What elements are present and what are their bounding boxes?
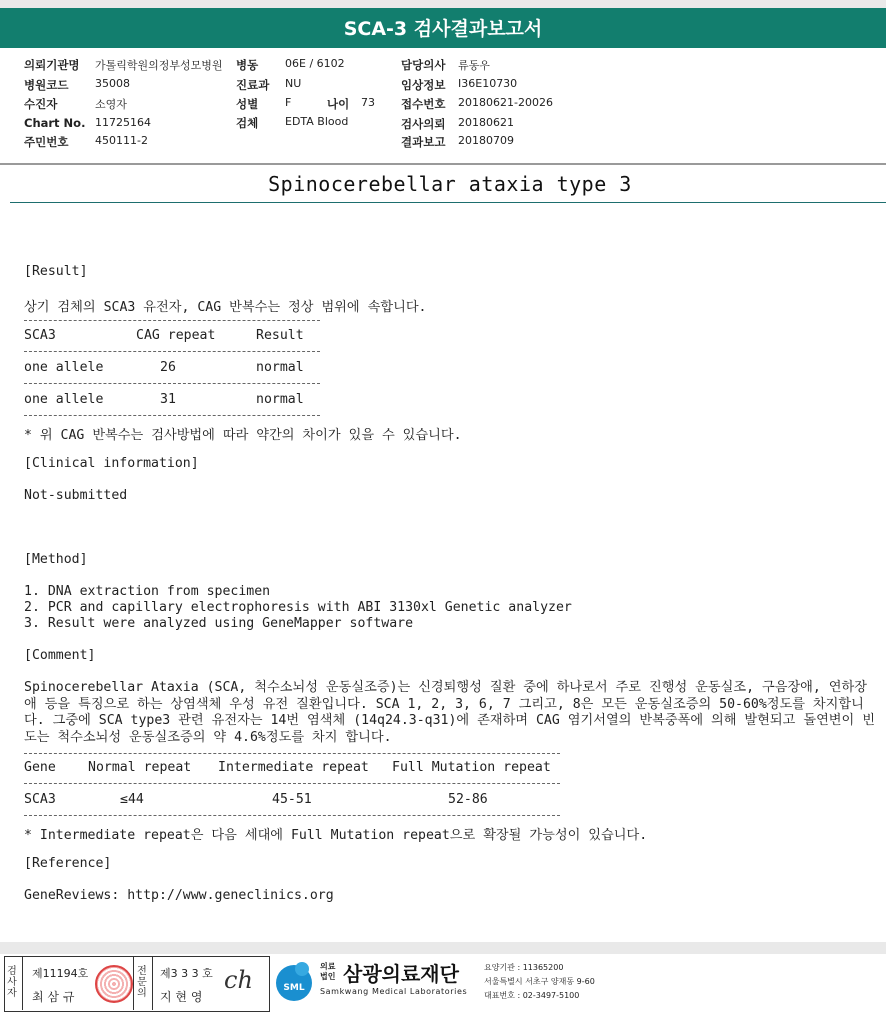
org-small-label (320, 962, 335, 982)
org-name: 삼광의료재단 (343, 962, 459, 986)
id-value: 450111-2 (95, 134, 148, 147)
specialist-name: 지 현 영 (160, 990, 203, 1004)
vertical-char: 검 (7, 966, 17, 977)
org-small-line: 법인 (320, 972, 336, 981)
inspector-vertical-label (6, 966, 18, 999)
ward-label: 병동 (236, 58, 259, 72)
org-small-line: 의료 (320, 962, 336, 971)
result-col-cag: CAG repeat (136, 328, 216, 343)
doctor-value: 류동우 (458, 59, 490, 72)
repeat-col-full: Full Mutation repeat (392, 760, 551, 775)
document-title: Spinocerebellar ataxia type 3 (268, 172, 632, 196)
specialist-license: 제3 3 3 호 (160, 967, 213, 980)
age-value: 73 (361, 96, 375, 109)
reference-text: GeneReviews: http://www.geneclinics.org (24, 888, 334, 903)
patient-value: 소영자 (95, 98, 127, 111)
allele-label: one allele (24, 360, 104, 375)
sml-logo-icon (272, 959, 316, 1003)
comment-heading: [Comment] (24, 648, 96, 663)
vertical-char: 자 (7, 988, 17, 999)
clinical-info-value: I36E10730 (458, 77, 518, 90)
table-divider (24, 753, 560, 754)
method-item: 1. DNA extraction from specimen (24, 584, 271, 599)
report-date-value: 20180709 (458, 134, 514, 147)
repeat-col-intermediate: Intermediate repeat (218, 760, 369, 775)
request-label: 검사의뢰 (401, 117, 446, 131)
org-english: Samkwang Medical Laboratories (320, 987, 468, 996)
method-item: 3. Result were analyzed using GeneMapper software (24, 616, 414, 631)
clinical-heading: [Clinical information] (24, 456, 199, 471)
hospital-code-label: 병원코드 (24, 78, 69, 92)
vertical-char: 사 (7, 977, 17, 988)
patient-label: 수진자 (24, 97, 58, 111)
repeat-full: 52-86 (448, 792, 488, 807)
phone: 대표번호 : 02-3497-5100 (484, 991, 580, 1000)
method-heading: [Method] (24, 552, 88, 567)
logo-text: SML (283, 983, 305, 993)
institution-value: 가톨릭학원의정부성모병원 (95, 59, 223, 72)
clinical-info-label: 임상정보 (401, 78, 446, 92)
sex-label: 성별 (236, 97, 259, 111)
ward-value: 06E / 6102 (285, 57, 345, 70)
table-divider (24, 415, 320, 416)
result-value: normal (256, 360, 304, 375)
department-value: NU (285, 77, 302, 90)
patient-info-block (0, 52, 886, 162)
repeat-gene: SCA3 (24, 792, 56, 807)
cag-repeat-value: 31 (160, 392, 176, 407)
request-value: 20180621 (458, 116, 514, 129)
vertical-char: 전 (137, 966, 147, 977)
chart-value: 11725164 (95, 116, 151, 129)
cag-repeat-value: 26 (160, 360, 176, 375)
specialist-signature: ch (224, 966, 253, 994)
hospital-code-value: 35008 (95, 77, 130, 90)
allele-label: one allele (24, 392, 104, 407)
table-divider (24, 783, 560, 784)
inspector-seal (95, 965, 133, 1003)
title-divider (10, 202, 886, 203)
specimen-label: 검체 (236, 116, 259, 130)
method-item: 2. PCR and capillary electrophoresis with ABI 3130xl Genetic analyzer (24, 600, 572, 615)
sex-value: F (285, 96, 292, 109)
doctor-label: 담당의사 (401, 58, 446, 72)
result-summary: 상기 검체의 SCA3 유전자, CAG 반복수는 정상 범위에 속합니다. (24, 300, 427, 315)
table-divider (24, 320, 320, 321)
specialist-vertical-label (136, 966, 148, 999)
vertical-char: 문 (137, 977, 147, 988)
result-value: normal (256, 392, 304, 407)
department-label: 진료과 (236, 78, 270, 92)
comment-note: * Intermediate repeat은 다음 세대에 Full Mutation repeat으로 확장될 가능성이 있습니다. (24, 828, 648, 843)
reception-value: 20180621-20026 (458, 96, 553, 109)
result-heading: [Result] (24, 264, 88, 279)
report-date-label: 결과보고 (401, 135, 446, 149)
footer-strip (0, 942, 886, 954)
result-note: * 위 CAG 반복수는 검사방법에 따라 약간의 차이가 있을 수 있습니다. (24, 428, 462, 443)
inspector-name: 최 삼 규 (32, 990, 75, 1004)
chart-label: Chart No. (24, 116, 86, 130)
report-title-bar (0, 8, 886, 48)
result-col-result: Result (256, 328, 304, 343)
institution-label: 의뢰기관명 (24, 58, 80, 72)
info-divider (0, 163, 886, 165)
specimen-value: EDTA Blood (285, 115, 349, 128)
report-title: SCA-3 검사결과보고서 (343, 18, 543, 40)
comment-paragraph: Spinocerebellar Ataxia (SCA, 척수소뇌성 운동실조증)는 신경퇴행성 질환 중에 하나로서 주로 진행성 운동실조, 구음장애, 연하장애 등을 특징으로 하는 상염색체 우성 유전 질환입니다. SCA 1, 2, 3, 6, 7 그리고, 8은 모든 운동실조증의 50-60%정도를 차지합니다. 그중에 SCA type3 관련 유전자는 14번 염색체 (14q24.3-q31)에 존재하며 CAG 염기서열의 반복중폭에 의해 발현되고 돌연변이 빈도는 척수소뇌성 운동실조증의 약 4.6%정도를 차지 합니다. (24, 680, 875, 745)
footer (0, 956, 886, 1022)
top-strip (0, 0, 886, 8)
reception-label: 접수번호 (401, 97, 446, 111)
table-divider (24, 815, 560, 816)
age-label: 나이 (327, 97, 350, 111)
repeat-col-gene: Gene (24, 760, 56, 775)
inspector-license: 제11194호 (32, 967, 89, 980)
clinical-text: Not-submitted (24, 488, 128, 503)
table-divider (24, 351, 320, 352)
care-code: 요양기관 : 11365200 (484, 963, 564, 972)
id-label: 주민번호 (24, 135, 69, 149)
reference-heading: [Reference] (24, 856, 112, 871)
result-col-gene: SCA3 (24, 328, 56, 343)
repeat-intermediate: 45-51 (272, 792, 312, 807)
repeat-col-normal: Normal repeat (88, 760, 192, 775)
table-divider (24, 383, 320, 384)
repeat-normal: ≤44 (120, 792, 144, 807)
address: 서울특별시 서초구 양재동 9-60 (484, 977, 595, 986)
vertical-char: 의 (137, 988, 147, 999)
